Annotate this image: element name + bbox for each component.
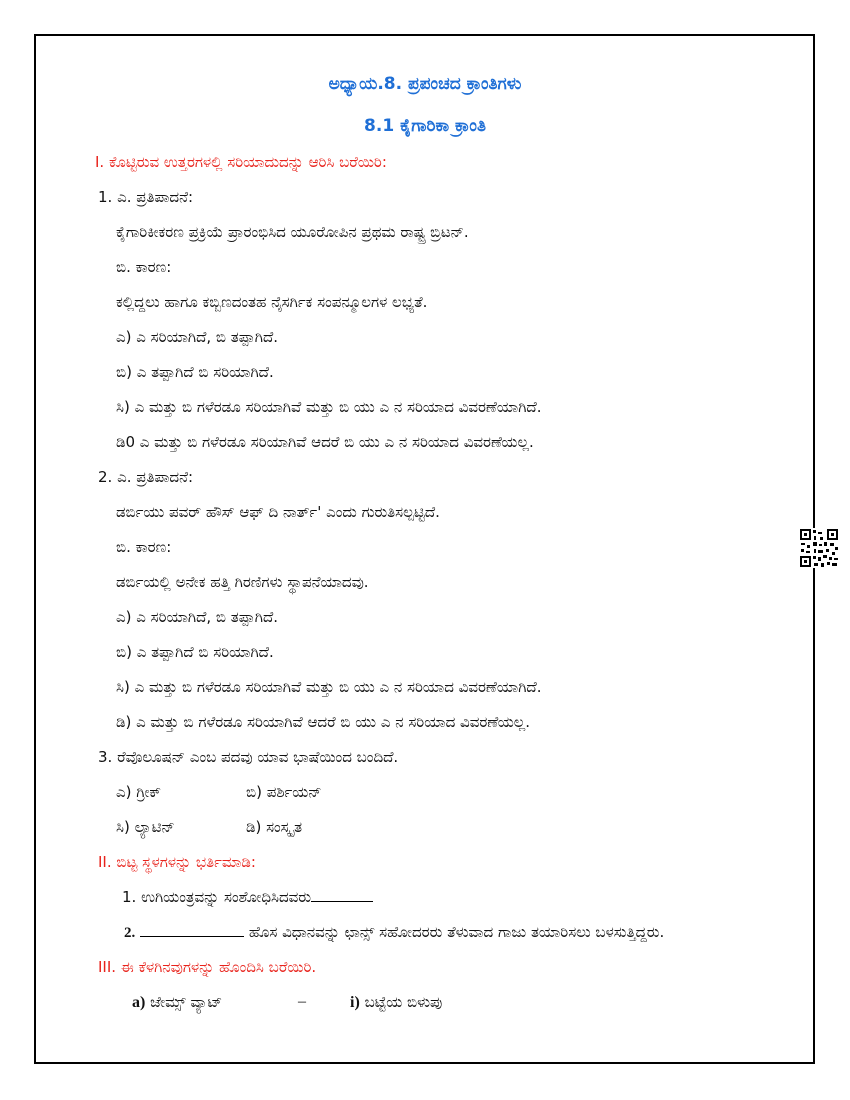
fill-blank-1-text: 1. ಉಗಿಯಂತ್ರವನ್ನು ಸಂಶೋಧಿಸಿದವರು: [122, 888, 311, 906]
fill-blank-1: [122, 887, 373, 907]
section1-heading: I. ಕೊಟ್ಟಿರುವ ಉತ್ತರಗಳಲ್ಲಿ ಸರಿಯಾದುದನ್ನು ಆರಿಸಿ ಬರೆಯಿರಿ:: [95, 153, 387, 171]
match-row: [132, 992, 222, 1013]
match-right: [350, 992, 442, 1013]
q1-label: 1. ಎ. ಪ್ರತಿಪಾದನೆ:: [98, 188, 194, 206]
q2-option: ಸಿ) ಎ ಮತ್ತು ಬಿ ಗಳೆರಡೂ ಸರಿಯಾಗಿವೆ ಮತ್ತು ಬಿ ಯು ಎ ನ ಸರಿಯಾದ ವಿವರಣೆಯಾಗಿದೆ.: [116, 678, 542, 696]
match-right-label: i): [350, 994, 360, 1011]
section-title: 8.1 ಕೈಗಾರಿಕಾ ಕ್ರಾಂತಿ: [364, 116, 486, 136]
q2-option: ಎ) ಎ ಸರಿಯಾಗಿದೆ, ಬಿ ತಪ್ಪಾಗಿದೆ.: [116, 608, 279, 626]
q2-label: 2. ಎ. ಪ್ರತಿಪಾದನೆ:: [98, 468, 194, 486]
fill-blank-2: [124, 922, 664, 943]
fill-blank-2-number: 2.: [124, 925, 136, 941]
q1-option: ಬಿ) ಎ ತಪ್ಪಾಗಿದೆ ಬಿ ಸರಿಯಾಗಿದೆ.: [116, 363, 274, 381]
fill-blank-2-text: ಹೊಸ ವಿಧಾನವನ್ನು ಛಾನ್ಸ್ ಸಹೋದರರು ತೆಳುವಾದ ಗಾಜು ತಯಾರಿಸಲು ಬಳಸುತ್ತಿದ್ದರು.: [248, 923, 665, 941]
q3-option: ಡಿ) ಸಂಸ್ಕೃತ: [246, 818, 303, 836]
q1-reason-label: ಬಿ. ಕಾರಣ:: [116, 258, 172, 276]
section3-heading: III. ಈ ಕೆಳಗಿನವುಗಳನ್ನು ಹೊಂದಿಸಿ ಬರೆಯಿರಿ.: [98, 958, 317, 976]
q1-assertion: ಕೈಗಾರಿಕೀಕರಣ ಪ್ರಕ್ರಿಯೆ ಪ್ರಾರಂಭಿಸಿದ ಯೂರೋಪಿನ ಪ್ರಥಮ ರಾಷ್ಟ್ರ ಬ್ರಿಟನ್.: [116, 223, 469, 241]
q2-option: ಡಿ) ಎ ಮತ್ತು ಬಿ ಗಳೆರಡೂ ಸರಿಯಾಗಿವೆ ಆದರೆ ಬಿ ಯು ಎ ನ ಸರಿಯಾದ ವಿವರಣೆಯಲ್ಲ.: [116, 713, 531, 731]
qr-code-icon: [799, 528, 839, 568]
match-right-text: ಬಟ್ಟೆಯ ಬಿಳುಪು: [364, 993, 443, 1011]
q2-reason-label: ಬಿ. ಕಾರಣ:: [116, 538, 172, 556]
q2-reason: ಡರ್ಬಿಯಲ್ಲಿ ಅನೇಕ ಹತ್ತಿ ಗಿರಣಿಗಳು ಸ್ಥಾಪನೆಯಾದವು.: [116, 573, 369, 591]
match-left-text: ಜೇಮ್ಸ್ ವ್ಯಾಟ್: [150, 993, 223, 1011]
q3-question: 3. ರೆವೊಲೂಷನ್ ಎಂಬ ಪದವು ಯಾವ ಭಾಷೆಯಿಂದ ಬಂದಿದೆ.: [98, 748, 399, 766]
q3-option: ಎ) ಗ್ರೀಕ್: [116, 783, 162, 801]
q3-option: ಬಿ) ಪರ್ಶಿಯನ್: [246, 783, 322, 801]
q1-option: ಸಿ) ಎ ಮತ್ತು ಬಿ ಗಳೆರಡೂ ಸರಿಯಾಗಿವೆ ಮತ್ತು ಬಿ ಯು ಎ ನ ಸರಿಯಾದ ವಿವರಣೆಯಾಗಿದೆ.: [116, 398, 542, 416]
section2-heading: II. ಬಿಟ್ಟ ಸ್ಥಳಗಳನ್ನು ಭರ್ತಿಮಾಡಿ:: [98, 853, 256, 871]
q1-option: ಎ) ಎ ಸರಿಯಾಗಿದೆ, ಬಿ ತಪ್ಪಾಗಿದೆ.: [116, 328, 279, 346]
q2-assertion: ಡರ್ಬಿಯು ಪವರ್ ಹೌಸ್ ಆಫ್ ದಿ ನಾರ್ತ್' ಎಂದು ಗುರುತಿಸಲ್ಪಟ್ಟಿದೆ.: [116, 503, 440, 521]
q2-option: ಬಿ) ಎ ತಪ್ಪಾಗಿದೆ ಬಿ ಸರಿಯಾಗಿದೆ.: [116, 643, 274, 661]
answer-blank: [311, 887, 373, 902]
q3-option: ಸಿ) ಲ್ಯಾಟಿನ್: [116, 818, 175, 836]
answer-blank: [140, 922, 244, 937]
chapter-title: ಅಧ್ಯಾಯ.8. ಪ್ರಪಂಚದ ಕ್ರಾಂತಿಗಳು: [328, 74, 522, 94]
q1-reason: ಕಲ್ಲಿದ್ದಲು ಹಾಗೂ ಕಬ್ಬಿಣದಂತಹ ನೈಸರ್ಗಿಕ ಸಂಪನ್ಮೂಲಗಳ ಲಭ್ಯತೆ.: [116, 293, 428, 311]
match-dash: –: [298, 993, 306, 1010]
match-left-label: a): [132, 994, 146, 1011]
q1-option: ಡಿ0 ಎ ಮತ್ತು ಬಿ ಗಳೆರಡೂ ಸರಿಯಾಗಿವೆ ಆದರೆ ಬಿ ಯು ಎ ನ ಸರಿಯಾದ ವಿವರಣೆಯಲ್ಲ.: [116, 433, 534, 451]
